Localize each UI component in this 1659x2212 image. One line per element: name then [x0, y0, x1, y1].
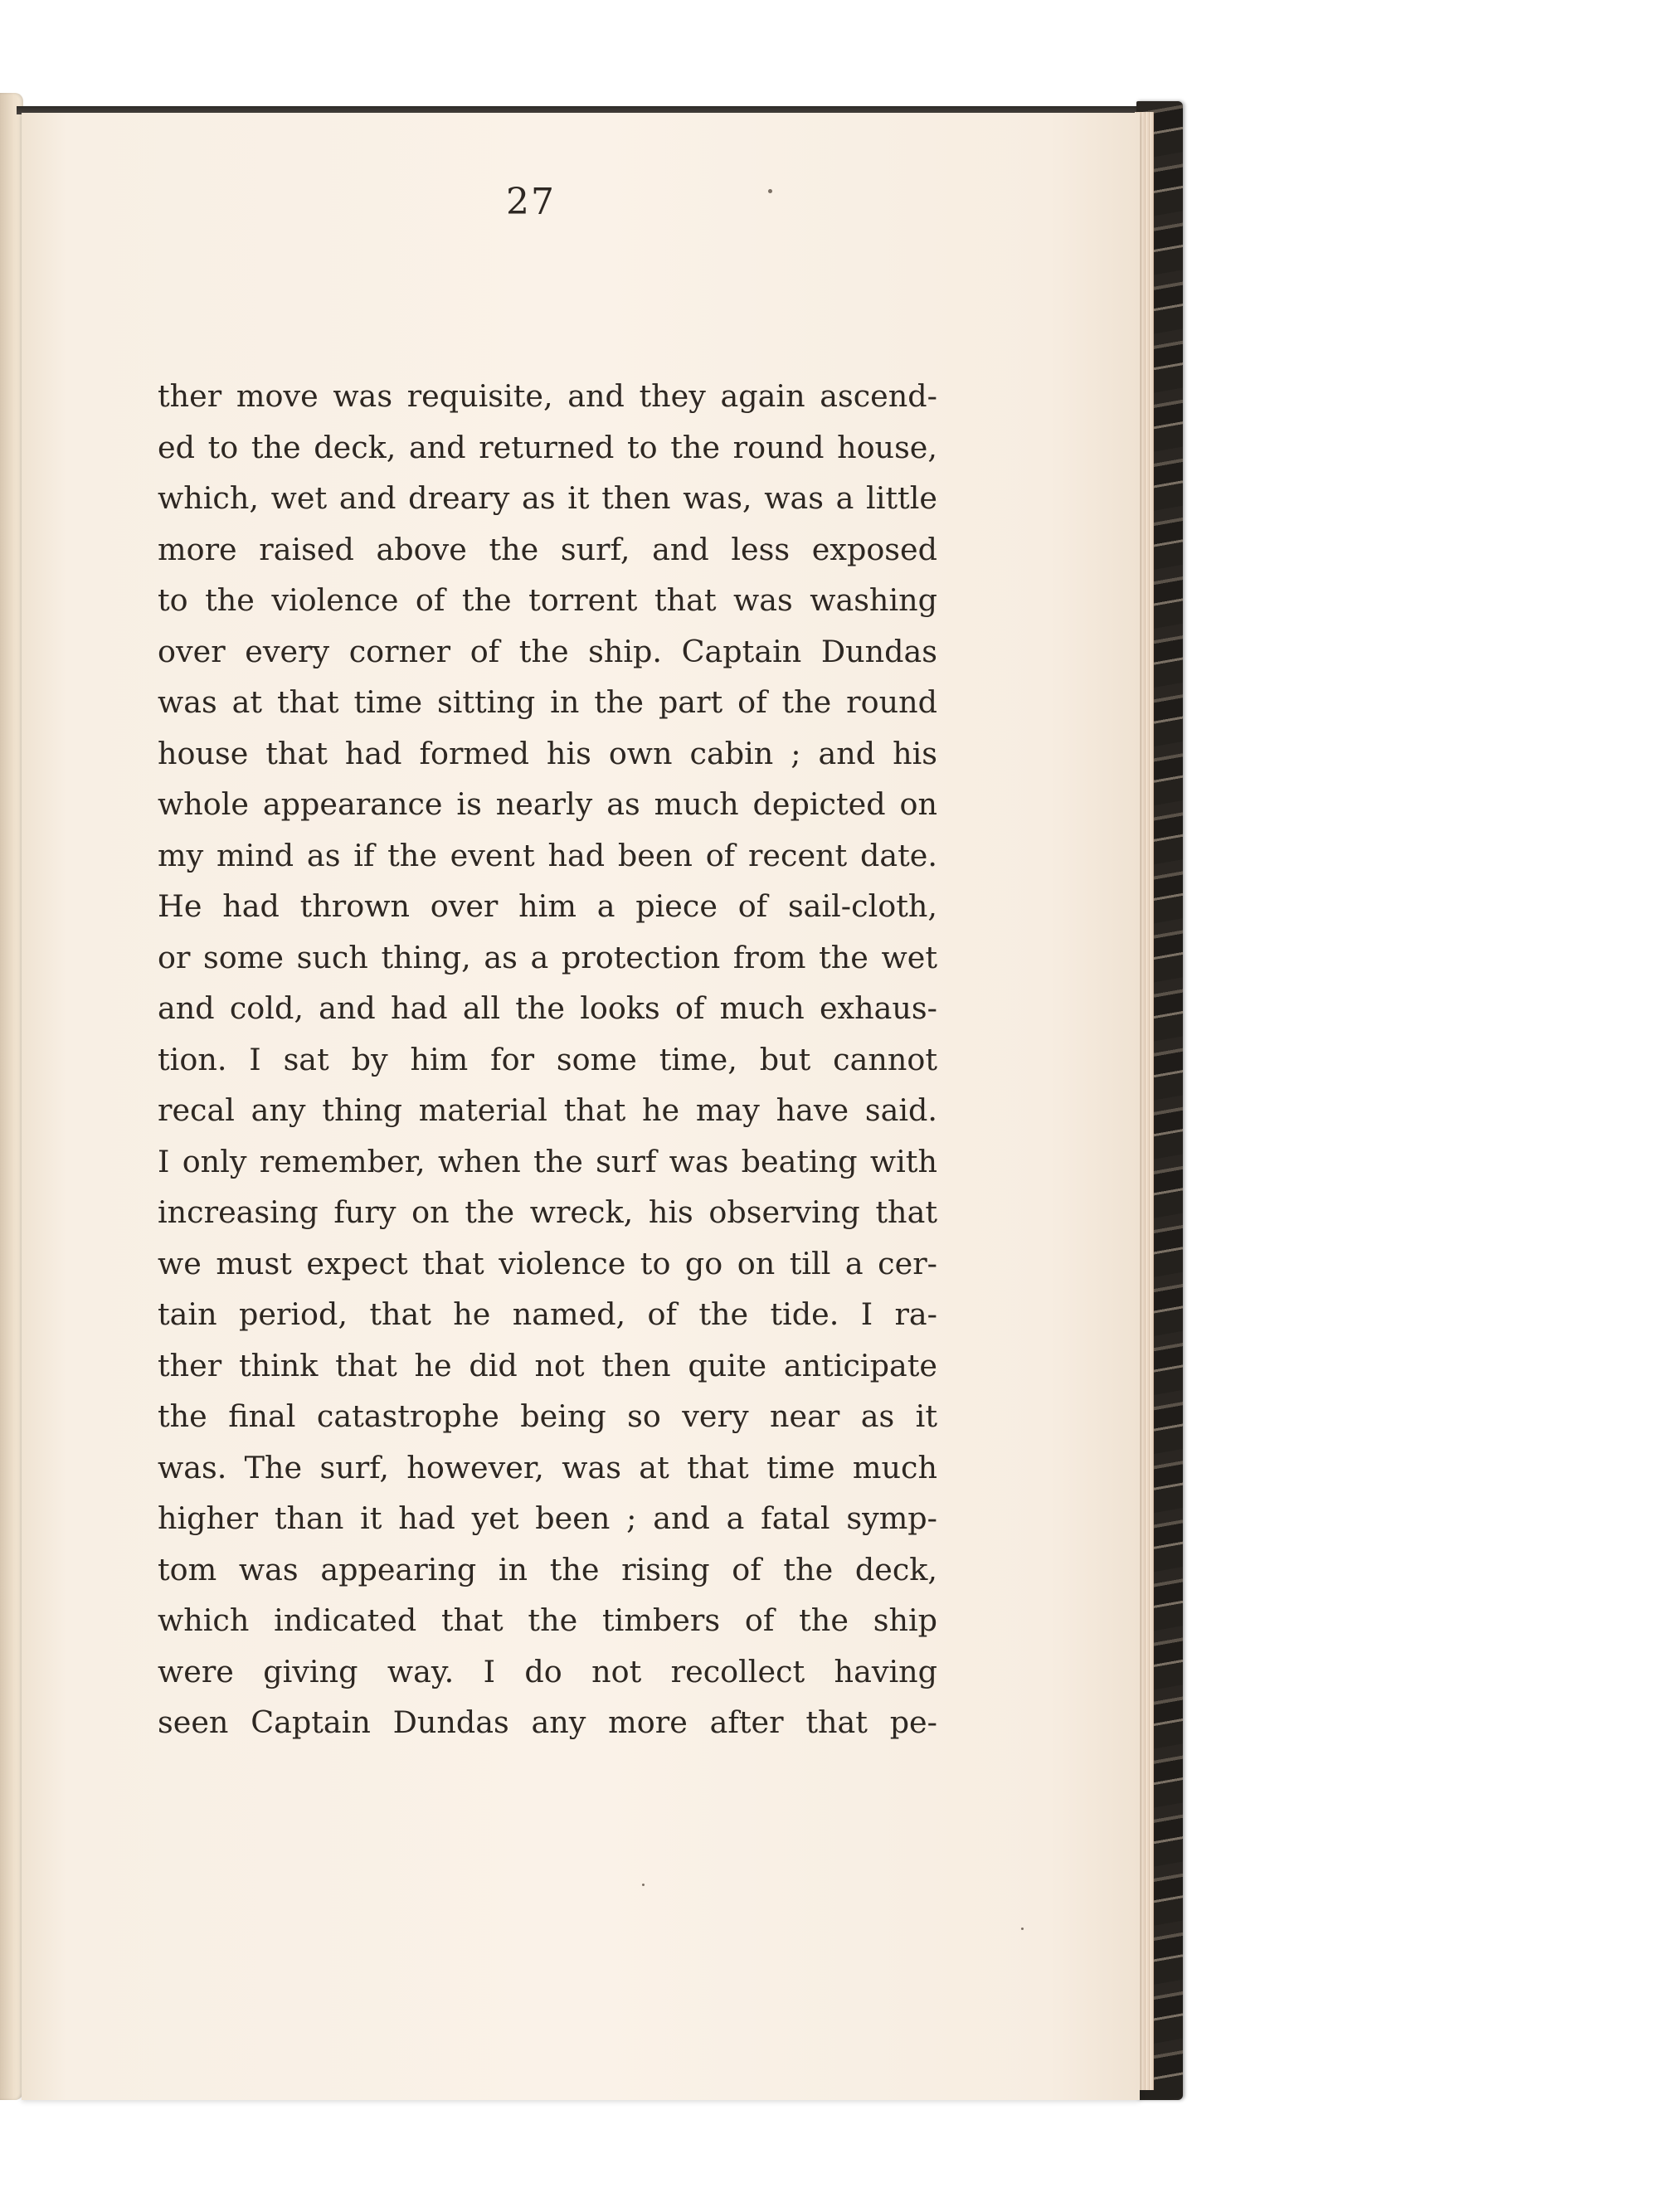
text-line: He had thrown over him a piece of sail-cloth, [158, 888, 937, 924]
text-line: ther think that he did not then quite anticipate [158, 1347, 937, 1383]
text-line: tion. I sat by him for some time, but cannot [158, 1041, 937, 1077]
text-line: we must expect that violence to go on till a cer- [158, 1245, 937, 1281]
text-line: recal any thing material that he may have said. [158, 1092, 937, 1128]
paper-speck [1021, 1928, 1024, 1930]
text-line: the final catastrophe being so very near as it [158, 1398, 937, 1434]
text-line: or some such thing, as a protection from the wet [158, 939, 937, 975]
text-line: was. The surf, however, was at that time much [158, 1449, 937, 1485]
text-line: ther move was requisite, and they again ascend- [158, 378, 937, 414]
text-line: whole appearance is nearly as much depicted on [158, 786, 937, 822]
text-line: over every corner of the ship. Captain Dundas [158, 633, 937, 669]
text-line: higher than it had yet been ; and a fatal symp- [158, 1500, 937, 1536]
text-line: which, wet and dreary as it then was, was a little [158, 480, 937, 516]
previous-leaf-edge [0, 93, 23, 2100]
text-line: more raised above the surf, and less exposed [158, 531, 937, 567]
text-line: house that had formed his own cabin ; and his [158, 735, 937, 771]
paper-speck [768, 189, 772, 193]
text-line: I only remember, when the surf was beating with [158, 1143, 937, 1179]
text-line: were giving way. I do not recollect having [158, 1653, 937, 1689]
page-number: 27 [506, 181, 556, 223]
text-line: tain period, that he named, of the tide. I ra- [158, 1296, 937, 1332]
text-line: increasing fury on the wreck, his observing that [158, 1194, 937, 1230]
paper-speck [642, 1884, 645, 1886]
text-line: seen Captain Dundas any more after that pe- [158, 1704, 937, 1740]
page-body-text [158, 371, 937, 1748]
text-line: ed to the deck, and returned to the round house, [158, 429, 937, 465]
text-line: to the violence of the torrent that was washing [158, 582, 937, 618]
text-line: tom was appearing in the rising of the deck, [158, 1551, 937, 1587]
text-line: my mind as if the event had been of recent date. [158, 837, 937, 873]
text-line: and cold, and had all the looks of much exhaus- [158, 990, 937, 1026]
text-line: which indicated that the timbers of the ship [158, 1602, 937, 1638]
text-line: was at that time sitting in the part of the round [158, 684, 937, 720]
